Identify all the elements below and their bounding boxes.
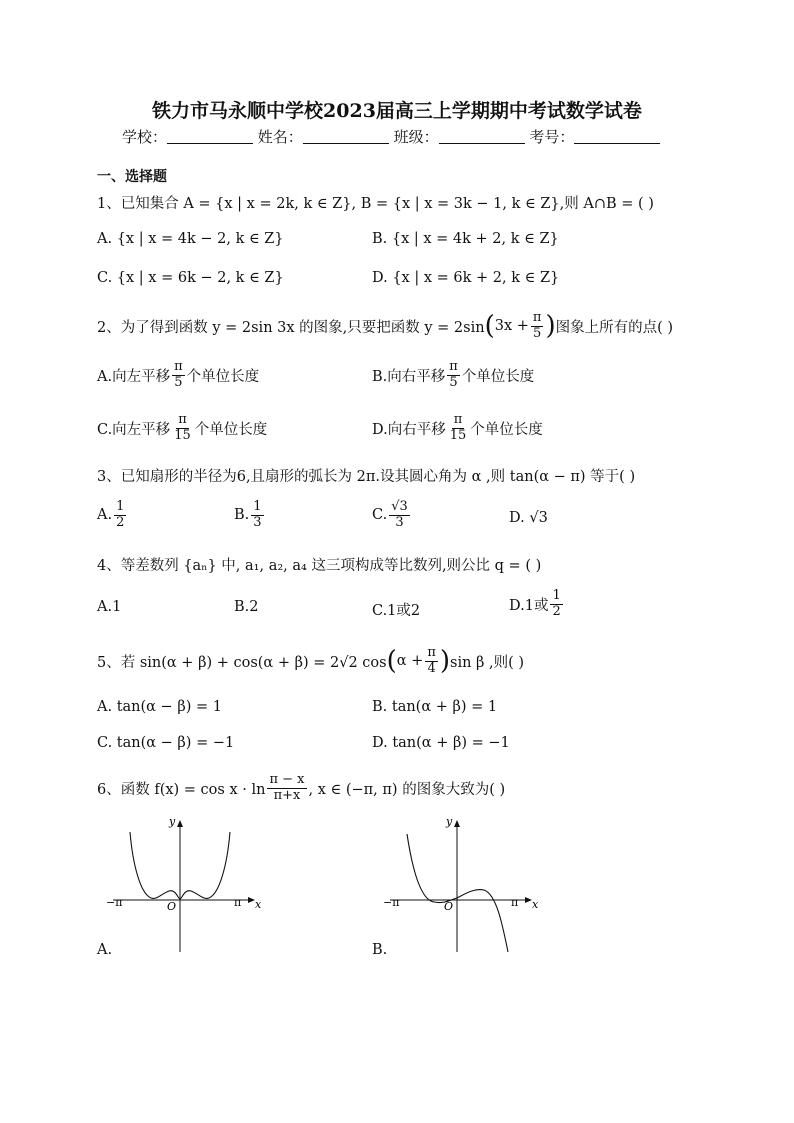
fraction-denominator: 3 — [253, 514, 262, 530]
option-c-prefix: C.向左平移 — [97, 421, 171, 438]
x-label: x — [532, 898, 539, 911]
option-d-suffix: 个单位长度 — [470, 421, 543, 438]
question-4-option-a: A.1 — [97, 599, 122, 615]
name-label: 姓名： — [257, 128, 303, 146]
school-label: 学校： — [122, 128, 168, 146]
class-label: 班级： — [393, 128, 439, 146]
fraction-denominator: 5 — [533, 325, 542, 341]
option-b-fraction — [251, 500, 263, 531]
question-3-stem: 3、已知扇形的半径为6,且扇形的弧长为 2π.设其圆心角为 α ,则 tan(α − π) 等于( ) — [97, 469, 636, 485]
question-3-option-d: D. √3 — [509, 510, 548, 526]
fraction-denominator: 4 — [427, 660, 436, 676]
question-2-fraction — [531, 311, 544, 342]
question-2-option-d — [372, 413, 543, 444]
question-5-fraction — [425, 646, 438, 677]
fraction-numerator: π — [174, 359, 183, 374]
option-a-prefix: A. — [97, 507, 113, 524]
fraction-denominator: 15 — [449, 427, 467, 443]
fraction-numerator: 1 — [552, 588, 561, 603]
x-label: x — [255, 898, 262, 911]
exam-no-blank[interactable] — [574, 129, 660, 144]
question-5-option-c: C. tan(α − β) = −1 — [97, 735, 235, 751]
question-1-option-c: C. {x | x = 6k − 2, k ∈ Z} — [97, 270, 284, 286]
question-2-prefix: 2、为了得到函数 y = 2sin 3x 的图象,只要把函数 y = 2sin — [97, 319, 485, 336]
option-b-prefix: B.向右平移 — [372, 368, 446, 385]
question-5-option-d: D. tan(α + β) = −1 — [372, 735, 510, 751]
option-b-prefix: B. — [234, 507, 250, 524]
fraction-numerator: π — [178, 412, 187, 427]
fraction-denominator: 5 — [174, 374, 183, 390]
option-c-prefix: C. — [372, 507, 388, 524]
option-d-fraction — [448, 413, 469, 444]
exam-title: 铁力市马永顺中学校2023届高三上学期期中考试数学试卷 — [152, 100, 642, 122]
question-2-option-b — [372, 360, 534, 391]
fraction-denominator: 2 — [116, 514, 125, 530]
option-d-prefix: D.1或 — [509, 597, 549, 614]
question-1-option-a: A. {x | x = 4k − 2, k ∈ Z} — [97, 231, 284, 247]
fraction-numerator: √3 — [391, 499, 408, 514]
fraction-denominator: π+x — [273, 787, 301, 803]
graph-a-label: A. — [97, 942, 113, 958]
right-paren: ) — [545, 311, 556, 341]
school-blank[interactable] — [167, 129, 253, 144]
question-6-prefix: 6、函数 f(x) = cos x · ln — [97, 781, 266, 798]
fraction-numerator: 1 — [116, 499, 125, 514]
origin-label: O — [444, 900, 454, 913]
y-axis-arrow-icon — [454, 820, 460, 827]
x-axis-arrow-icon — [248, 897, 255, 903]
right-paren: ) — [439, 646, 451, 676]
option-a-suffix: 个单位长度 — [186, 368, 260, 385]
fraction-numerator: π — [453, 412, 463, 427]
option-a-prefix: A.向左平移 — [97, 368, 171, 385]
fraction-denominator: 15 — [174, 427, 191, 443]
question-4-option-b: B.2 — [234, 599, 259, 615]
question-3-option-a — [97, 500, 128, 531]
option-a-fraction — [114, 500, 126, 531]
question-2-suffix: 图象上所有的点( ) — [555, 319, 674, 336]
question-5-suffix: sin β ,则( ) — [450, 654, 525, 671]
left-paren: ( — [484, 311, 495, 341]
question-4-option-d — [509, 589, 565, 620]
question-2-option-c — [97, 413, 267, 444]
origin-label: O — [167, 900, 177, 913]
exam-no-label: 考号： — [529, 128, 575, 146]
question-4-stem: 4、等差数列 {aₙ} 中, a₁, a₂, a₄ 这三项构成等比数列,则公比 q = ( ) — [97, 558, 542, 574]
fraction-numerator: 1 — [253, 499, 262, 514]
graph-a — [105, 812, 265, 958]
question-5-inner: α + — [396, 653, 424, 669]
option-a-fraction — [172, 360, 185, 391]
fraction-numerator: π − x — [269, 771, 305, 787]
option-c-suffix: 个单位长度 — [194, 421, 268, 438]
fraction-denominator: 3 — [395, 514, 404, 530]
option-c-fraction — [389, 500, 410, 531]
section-title: 一、选择题 — [97, 169, 167, 185]
option-c-fraction — [172, 413, 193, 444]
question-1-option-b: B. {x | x = 4k + 2, k ∈ Z} — [372, 231, 559, 247]
question-5-option-b: B. tan(α + β) = 1 — [372, 699, 498, 715]
question-1-option-d: D. {x | x = 6k + 2, k ∈ Z} — [372, 270, 560, 286]
neg-pi-label: −π — [383, 896, 400, 909]
question-6-suffix: , x ∈ (−π, π) 的图象大致为( ) — [308, 781, 506, 798]
question-5-option-a: A. tan(α − β) = 1 — [97, 699, 222, 715]
question-6-stem — [97, 768, 505, 808]
pi-label: π — [234, 896, 242, 909]
graph-b — [382, 812, 542, 958]
neg-pi-label: −π — [106, 896, 123, 909]
question-6-fraction — [267, 773, 306, 804]
question-3-option-c — [372, 500, 412, 531]
graph-b-label: B. — [372, 942, 388, 958]
pi-label: π — [511, 896, 519, 909]
student-info-line — [122, 126, 660, 147]
question-2-stem — [97, 306, 673, 346]
fraction-numerator: π — [449, 359, 458, 374]
question-2-inner: 3x + — [494, 318, 529, 334]
option-b-fraction — [447, 360, 460, 391]
y-label: y — [169, 815, 176, 828]
question-5-stem — [97, 641, 524, 681]
question-1-stem: 1、已知集合 A = {x | x = 2k, k ∈ Z}, B = {x | x = 3k − 1, k ∈ Z},则 A∩B = ( ) — [97, 196, 654, 212]
question-2-option-a — [97, 360, 259, 391]
x-axis-arrow-icon — [525, 897, 532, 903]
name-blank[interactable] — [303, 129, 389, 144]
class-blank[interactable] — [439, 129, 525, 144]
y-label: y — [446, 815, 453, 828]
fraction-numerator: π — [532, 309, 542, 325]
question-5-prefix: 5、若 sin(α + β) + cos(α + β) = 2√2 cos — [97, 654, 387, 671]
left-paren: ( — [386, 646, 397, 676]
option-d-fraction — [550, 589, 562, 620]
option-d-prefix: D.向右平移 — [372, 421, 446, 438]
fraction-numerator: π — [427, 644, 436, 660]
y-axis-arrow-icon — [177, 820, 183, 827]
option-b-suffix: 个单位长度 — [461, 368, 535, 385]
question-4-option-c: C.1或2 — [372, 603, 421, 619]
question-3-option-b — [234, 500, 266, 531]
fraction-denominator: 5 — [449, 374, 458, 390]
fraction-denominator: 2 — [552, 603, 561, 619]
